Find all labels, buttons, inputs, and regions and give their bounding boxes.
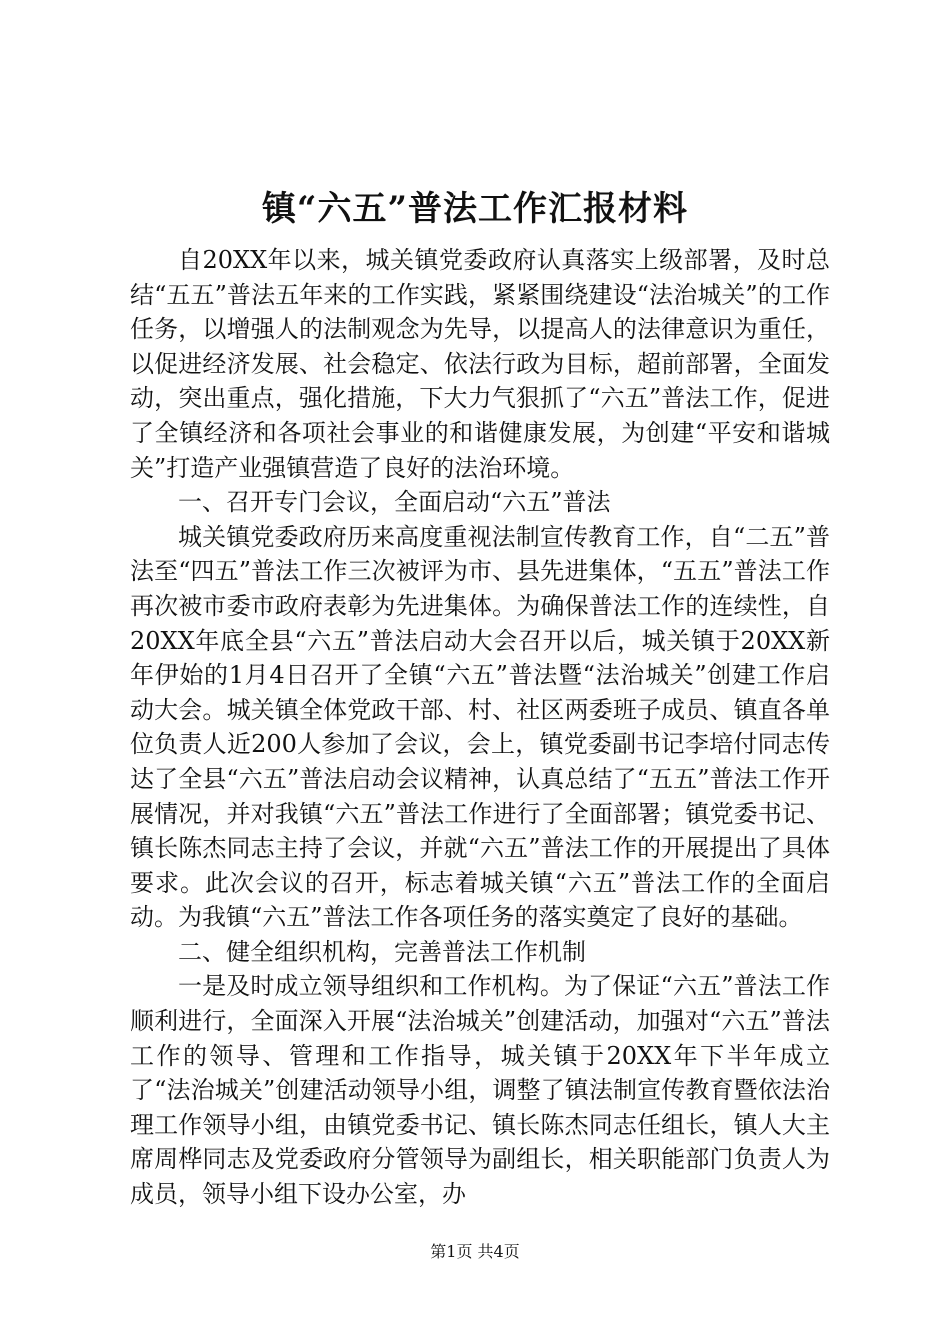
document-title: 镇“六五”普法工作汇报材料 [261, 189, 689, 229]
section-2-paragraph: 一是及时成立领导组织和工作机构。为了保证“六五”普法工作顺利进行，全面深入开展“法治城关”创建活动，加强对“六五”普法工作的领导、管理和工作指导，城关镇于20XX年下半年成立了“法治城关”创建活动领导小组，调整了镇法制宣传教育暨依法治理工作领导小组，由镇党委书记、镇长陈杰同志任组长，镇人大主席周桦同志及党委政府分管领导为副组长，相关职能部门负责人为成员，领导小组下设办公室，办 [130, 972, 830, 1209]
intro-paragraph: 自20XX年以来，城关镇党委政府认真落实上级部署，及时总结“五五”普法五年来的工作实践，紧紧围绕建设“法治城关”的工作任务，以增强人的法制观念为先导，以提高人的法律意识为重任，以促进经济发展、社会稳定、依法行政为目标，超前部署，全面发动，突出重点，强化措施，下大力气狠抓了“六五”普法工作，促进了全镇经济和各项社会事业的和谐健康发展，为创建“平安和谐城关”打造产业强镇营造了良好的法治环境。 [130, 246, 830, 482]
section-heading-1: 一、召开专门会议，全面启动“六五”普法 [178, 488, 611, 517]
section-heading-2: 二、健全组织机构，完善普法工作机制 [178, 937, 586, 966]
section-1-paragraph: 城关镇党委政府历来高度重视法制宣传教育工作，自“二五”普法至“四五”普法工作三次被评为市、县先进集体，“五五”普法工作再次被市委市政府表彰为先进集体。为确保普法工作的连续性，自20XX年底全县“六五”普法启动大会召开以后，城关镇于20XX新年伊始的1月4日召开了全镇“六五”普法暨“法治城关”创建工作启动大会。城关镇全体党政干部、村、社区两委班子成员、镇直各单位负责人近200人参加了会议，会上，镇党委副书记李培付同志传达了全县“六五”普法启动会议精神，认真总结了“五五”普法工作开展情况，并对我镇“六五”普法工作进行了全面部署；镇党委书记、镇长陈杰同志主持了会议，并就“六五”普法工作的开展提出了具体要求。此次会议的召开，标志着城关镇“六五”普法工作的全面启动。为我镇“六五”普法工作各项任务的落实奠定了良好的基础。 [130, 522, 830, 932]
document-body [130, 243, 830, 1212]
page-number-footer: 第1页 共4页 [430, 1242, 520, 1261]
